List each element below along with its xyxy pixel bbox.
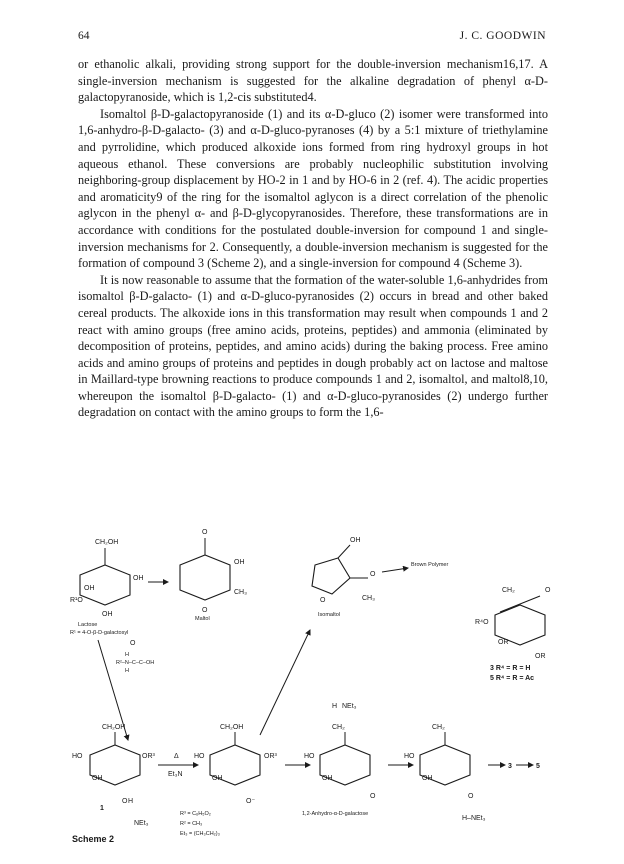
cpd1-h: H [128, 798, 134, 805]
arrow-product-5: 5 [536, 763, 540, 770]
page-header [78, 30, 546, 46]
int-oh: OH [212, 775, 223, 782]
amino-acid-formula: R²–N–C–C–OH [116, 660, 155, 666]
cpd1-o-h: O [122, 798, 128, 805]
maltol-structure [180, 529, 247, 622]
r2-definition: R² = CH₃ [180, 821, 203, 827]
anhydro-h: H [332, 703, 338, 710]
arrow-product-3: 3 [508, 763, 512, 770]
lactose-r1o: R¹O [70, 597, 83, 604]
lactose-oh-mid: OH [84, 585, 95, 592]
page-number: 64 [78, 30, 90, 42]
running-head: J. C. GOODWIN [459, 30, 546, 42]
final-o: O [468, 793, 474, 800]
cpd1-ho: HO [72, 753, 83, 760]
isomaltol-ch3: CH₃ [362, 595, 375, 602]
int-o-minus: O⁻ [246, 798, 256, 805]
cpd5-definition: 5 R⁴ = R = Ac [490, 675, 535, 682]
anhydro-o: O [370, 793, 376, 800]
et3n-label: Et₃N [168, 771, 183, 778]
isomaltol-label: Isomaltol [318, 612, 341, 618]
maltol-label: Maltol [195, 616, 210, 622]
anhydro-ch2o: CH₂ [332, 724, 345, 731]
anhydro-label: 1,2-Anhydro-α-D-galactose [302, 811, 369, 817]
scheme-figure [70, 520, 560, 850]
final-ch2o: CH₂ [432, 724, 445, 731]
final-oh: OH [422, 775, 433, 782]
final-ho: HO [404, 753, 415, 760]
cpd3-definition: 3 R⁴ = R = H [490, 665, 531, 672]
lactose-r1-definition: R¹ = 4-O-β-D-galactosyl [70, 630, 129, 636]
amino-o: O [130, 640, 136, 647]
body-text [78, 56, 548, 421]
cpd1-number: 1 [100, 805, 104, 812]
compound-3-5-structure [475, 587, 551, 682]
paragraph-1: or ethanolic alkali, providing strong support for the double-inversion mechanism16,17. A single-inversion mechanism is suggested for the alkaline degradation of phenyl α-D-galactopyranoside, which is 1,2-cis substituted4. [78, 57, 548, 105]
int-ho: HO [194, 753, 205, 760]
isomaltol-o-ring: O [320, 597, 326, 604]
cpd3-ch2: CH₂ [502, 587, 515, 594]
intermediate-alkoxide-structure [194, 724, 310, 805]
cpd1-or3: OR³ [142, 753, 155, 760]
maltol-ch3: CH₃ [234, 589, 247, 596]
cpd3-r4o: R⁴O [475, 619, 489, 626]
isomaltol-oh: OH [350, 537, 361, 544]
lactose-label: Lactose [78, 622, 98, 628]
int-or3: OR³ [264, 753, 277, 760]
cpd3-o-bridge: O [545, 587, 551, 594]
cpd3-or-left: OR [498, 639, 509, 646]
final-hnet3: H–NEt₃ [462, 815, 486, 822]
et3-definition: Et₃ = (CH₃CH₂)₃ [180, 831, 220, 837]
anhydro-ho: HO [304, 753, 315, 760]
cpd1-oh: OH [92, 775, 103, 782]
scheme-caption: Scheme 2 [72, 834, 115, 844]
cpd1-net3: NEt₃ [134, 820, 149, 827]
anhydro-oh: OH [322, 775, 333, 782]
maltol-o-top: O [202, 529, 208, 536]
amino-h-top: H [125, 652, 129, 658]
cpd1-ch2oh: CH₂OH [102, 724, 126, 731]
int-ch2oh: CH₂OH [220, 724, 244, 731]
delta-label: Δ [174, 753, 179, 760]
isomaltol-o: O [370, 571, 376, 578]
lactose-oh-right: OH [133, 575, 144, 582]
scheme-drawing [70, 520, 560, 850]
brown-polymer-label: Brown Polymer [411, 562, 449, 568]
isomaltol-structure [312, 537, 448, 618]
paragraph-2: Isomaltol β-D-galactopyranoside (1) and its α-D-gluco (2) isomer were transformed into 1,6-anhydro-β-D-galacto- (3) and α-D-gluco-pyranoses (4) by a 5:1 mixture of triethylamine and pyrrolidine, which produced alkoxide ions formed from ring hydroxyl groups in hot aqueous ethanol. These conversions are probably nucleophilic substitution involving neighboring-group displacement by HO-2 in 1 and by HO-6 in 2 (ref. 4). The acidic properties and aromaticity9 of the ring for the isomaltol aglycon is a direct correlation of the phenolic aglycon in the phenyl α- and β-D-glycopyranosides. Therefore, these transformations are in accordance with conditions for the postulated double-inversion for compound 1 and single-inversion mechanisms for 2. Consequently, a double-inversion mechanism is suggested for the formation of compound 3 (Scheme 2), and a single-inversion for compound 4 (Scheme 3). [78, 106, 548, 271]
maltol-oh: OH [234, 559, 245, 566]
amino-h-bottom: H [125, 668, 129, 674]
final-intermediate-structure [404, 724, 540, 822]
maltol-o-ring: O [202, 607, 208, 614]
r3-definition: R³ = C₆H₅O₂ [180, 811, 211, 817]
anhydro-galactose-structure [302, 703, 413, 817]
lactose-oh-bottom: OH [102, 611, 113, 618]
lactose-ch2oh: CH₂OH [95, 539, 119, 546]
arrow-to-isomaltol [260, 630, 310, 735]
anhydro-net3: NEt₃ [342, 703, 357, 710]
cpd3-or-bottom: OR [535, 653, 546, 660]
paragraph-3: It is now reasonable to assume that the formation of the water-soluble 1,6-anhydrides from isomaltol β-D-galacto- (1) and α-D-gluco-pyranosides (2) occurs in bread and other baked cereal products. The alkoxide ions in this transformation may result when compounds 1 and 2 react with amino groups (free amino acids, proteins, peptides) and ammonia (eliminated by decomposition of proteins, peptides, and amino acids) during the baking process. Free amino acids and amino groups of proteins and peptides in dough probably act on lactose and maltose in Maillard-type browning reactions to produce compounds 1 and 2, isomaltol, and maltol8,10, whereupon the isomaltol β-D-galacto- (1) and α-D-gluco-pyranosides (2) undergo further degradation on contact with the amino groups to form the 1,6- [78, 272, 548, 420]
lactose-structure [70, 539, 168, 636]
